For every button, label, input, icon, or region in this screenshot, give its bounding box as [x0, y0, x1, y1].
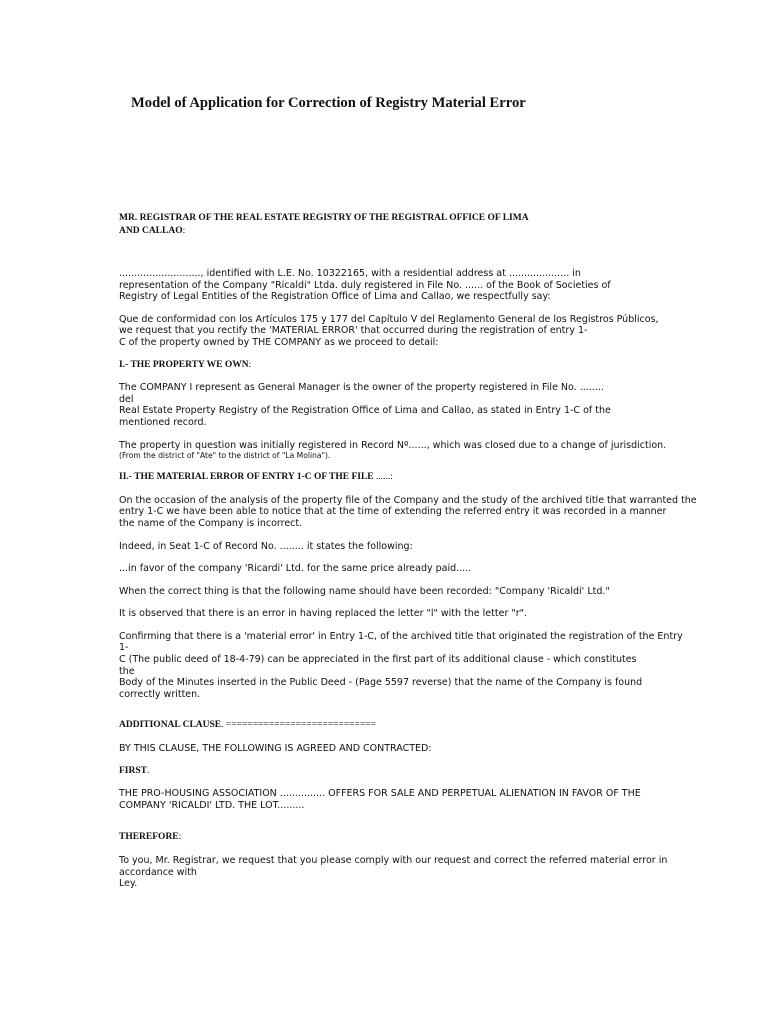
section-2-heading: II.- THE MATERIAL ERROR OF ENTRY 1-C OF THE FILE ......:	[119, 472, 393, 483]
addressee	[119, 212, 529, 238]
therefore-paragraph: To you, Mr. Registrar, we request that you please comply with our request and correct the referred material error in accordance with Ley.	[119, 855, 668, 890]
additional-clause-paragraph-1: BY THIS CLAUSE, THE FOLLOWING IS AGREED AND CONTRACTED:	[119, 743, 432, 755]
addressee-text: MR. REGISTRAR OF THE REAL ESTATE REGISTRY OF THE REGISTRAL OFFICE OF LIMA AND CALLAO	[119, 213, 529, 236]
additional-clause-heading: ADDITIONAL CLAUSE. ============================	[119, 720, 376, 731]
section-2-paragraph-1: On the occasion of the analysis of the property file of the Company and the study of the archived title that warranted the entry 1-C we have been able to notice that at the time of extending the referred entry it was recorded in a manner the name of the Company is incorrect.	[119, 494, 697, 529]
section-1-paragraph-2: The property in question was initially registered in Record Nº......, which was closed due to a change of jurisdiction.	[119, 439, 667, 451]
section-2-paragraph-2: Indeed, in Seat 1-C of Record No. ........ it states the following:	[119, 540, 413, 552]
first-heading: FIRST.	[119, 765, 150, 776]
request-paragraph: Que de conformidad con los Artículos 175 y 177 del Capítulo V del Reglamento General de los Registros Públicos, we request that you rectify the 'MATERIAL ERROR' that occurred during the registration of entry 1- C of the property owned by THE COMPANY as we proceed to detail:	[119, 313, 659, 348]
section-2-paragraph-6: Confirming that there is a 'material error' in Entry 1-C, of the archived title that originated the registration of the Entry 1- C (The public deed of 18-4-79) can be appreciated in the first part of its additional clause - which constitutes the Body of the Minutes inserted in the Public Deed - (Page 5597 reverse) that the name of the Company is found correctly written.	[119, 630, 683, 700]
section-2-paragraph-5: It is observed that there is an error in having replaced the letter "l" with the letter "r".	[119, 608, 528, 620]
additional-clause-paragraph-2: THE PRO-HOUSING ASSOCIATION ............... OFFERS FOR SALE AND PERPETUAL ALIENATION IN FAVOR OF THE COMPANY 'RICALDI' LTD. THE LOT.........	[119, 788, 641, 811]
section-1-paragraph-1: The COMPANY I represent as General Manager is the owner of the property registered in File No. ........ del Real Estate Property Registry of the Registration Office of Lima and Callao, as stated in Entry 1-C of the mentioned record.	[119, 382, 611, 428]
intro-paragraph: ..........................., identified with L.E. No. 10322165, with a residential address at .................... in representation of the Company "Ricaldi" Ltda. duly registered in File No. ...... of the Book of Societies of Registry of Legal Entities of the Registration Office of Lima and Callao, we respectfully say:	[119, 268, 611, 303]
document-title: Model of Application for Correction of Registry Material Error	[131, 95, 526, 111]
section-2-paragraph-3: ...in favor of the company 'Ricardi' Ltd. for the same price already paid.....	[119, 563, 472, 575]
document-body	[119, 268, 719, 890]
addressee-colon: :	[182, 226, 186, 236]
therefore-heading: THEREFORE:	[119, 832, 182, 843]
section-1-heading: I.- THE PROPERTY WE OWN:	[119, 359, 252, 370]
section-2-paragraph-4: When the correct thing is that the following name should have been recorded: "Company 'Ricaldi' Ltd."	[119, 585, 610, 597]
section-1-note: (From the district of "Ate" to the district of "La Molina").	[119, 451, 331, 461]
